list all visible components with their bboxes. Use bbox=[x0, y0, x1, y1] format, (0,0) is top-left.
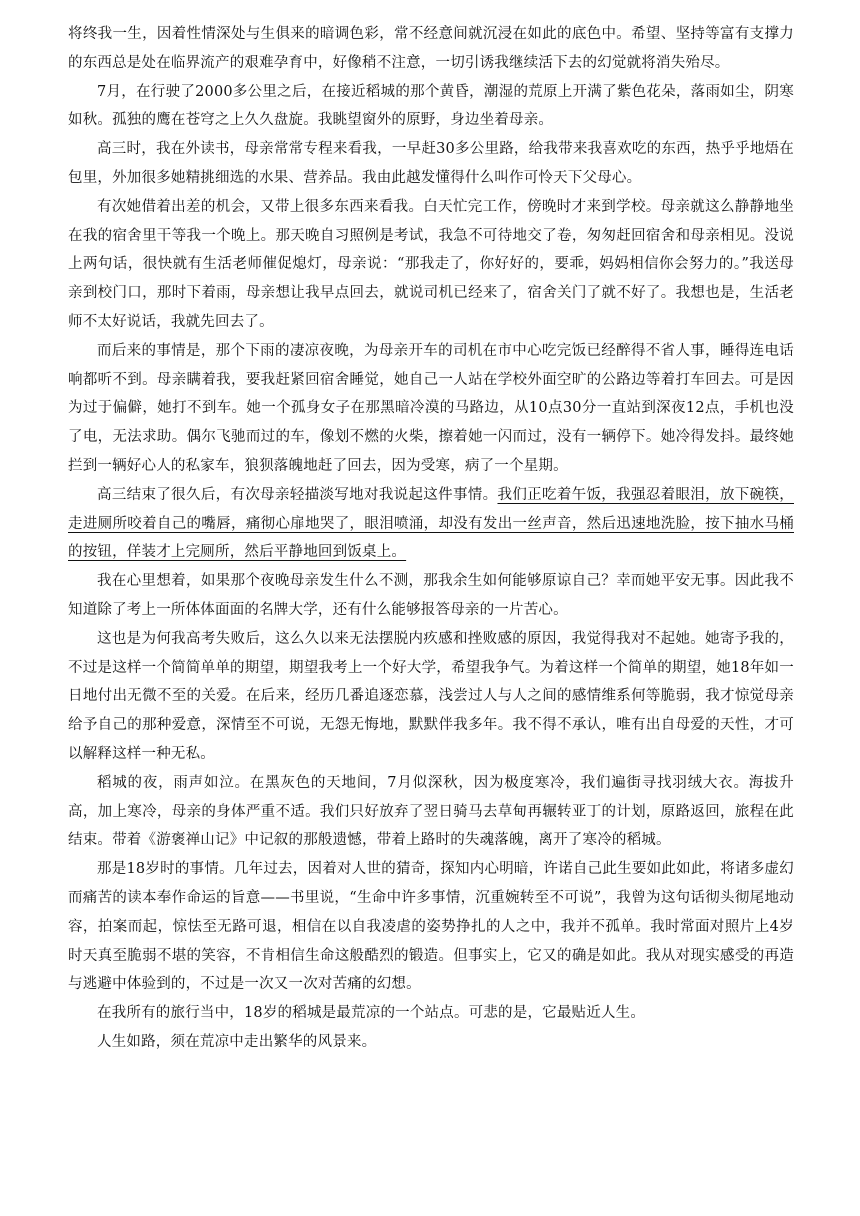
paragraph: 稻城的夜，雨声如泣。在黑灰色的天地间，7月似深秋，因为极度寒冷，我们遍街寻找羽绒大衣。海拔升高，加上寒冷，母亲的身体严重不适。我们只好放弃了翌日骑马去草甸再辗转亚丁的计划，原路返回，旅程在此结束。带着《游褒禅山记》中记叙的那般遗憾，带着上路时的失魂落魄，离开了寒冷的稻城。 bbox=[68, 774, 794, 849]
paragraph: 有次她借着出差的机会，又带上很多东西来看我。白天忙完工作，傍晚时才来到学校。母亲就这么静静地坐在我的宿舍里干等我一个晚上。那天晚自习照例是考试，我急不可待地交了卷，匆匆赶回宿舍和母亲相见。没说上两句话，很快就有生活老师催促熄灯，母亲说：“那我走了，你好好的，要乖，妈妈相信你会努力的。”我送母亲到校门口，那时下着雨，母亲想让我早点回去，就说司机已经来了，宿舍关门了就不好了。我想也是，生活老师不太好说话，我就先回去了。 bbox=[68, 198, 794, 330]
paragraph: 这也是为何我高考失败后，这么久以来无法摆脱内疚感和挫败感的原因，我觉得我对不起她。她寄予我的，不过是这样一个简简单单的期望，期望我考上一个好大学，希望我争气。为着这样一个简单的期望，她18年如一日地付出无微不至的关爱。在后来，经历几番追逐恋慕，浅尝过人与人之间的感情维系何等脆弱，我才惊觉母亲给予自己的那种爱意，深情至不可说，无怨无悔地，默默伴我多年。我不得不承认，唯有出自母爱的天性，才可以解释这样一种无私。 bbox=[68, 630, 794, 762]
paragraph-lead-text: 高三结束了很久后，有次母亲轻描淡写地对我说起这件事情。 bbox=[97, 486, 498, 503]
article-body bbox=[68, 20, 794, 1057]
paragraph: 那是18岁时的事情。几年过去，因着对人世的猜奇，探知内心明暗，许诺自己此生要如此如此，将诸多虚幻而痛苦的读本奉作命运的旨意——书里说，“生命中许多事情，沉重婉转至不可说”，我曾为这句话彻头彻尾地动容，拍案而起，惊怯至无路可退，相信在以自我凌虐的姿势挣扎的人之中，我并不孤单。我时常面对照片上4岁时天真至脆弱不堪的笑容，不肯相信生命这般酷烈的锻造。但事实上，它又的确是如此。我从对现实感受的再造与逃避中体验到的，不过是一次又一次对苦痛的幻想。 bbox=[68, 861, 794, 993]
paragraph: 7月，在行驶了2000多公里之后，在接近稻城的那个黄昏，潮湿的荒原上开满了紫色花朵，落雨如尘，阴寒如秋。孤独的鹰在苍穹之上久久盘旋。我眺望窗外的原野，身边坐着母亲。 bbox=[68, 83, 794, 129]
underlined-passage: 我们正吃着午饭，我强忍着眼泪，放下碗筷，走进厕所咬着自己的嘴唇，痛彻心扉地哭了，眼泪喷涌，却没有发出一丝声音，然后迅速地洗脸，按下抽水马桶的按钮，佯装才上完厕所，然后平静地回到饭桌上。 bbox=[68, 486, 794, 561]
paragraph: 将终我一生，因着性情深处与生俱来的暗调色彩，常不经意间就沉浸在如此的底色中。希望、坚持等富有支撑力的东西总是处在临界流产的艰难孕育中，好像稍不注意，一切引诱我继续活下去的幻觉就将消失殆尽。 bbox=[68, 26, 794, 71]
paragraph: 而后来的事情是，那个下雨的凄凉夜晚，为母亲开车的司机在市中心吃完饭已经醉得不省人事，睡得连电话响都听不到。母亲瞒着我，要我赶紧回宿舍睡觉，她自己一人站在学校外面空旷的公路边等着打车回去。可是因为过于偏僻，她打不到车。她一个孤身女子在那黑暗冷漠的马路边，从10点30分一直站到深夜12点，手机也没了电，无法求助。偶尔飞驰而过的车，像划不燃的火柴，擦着她一闪而过，没有一辆停下。她冷得发抖。最终她拦到一辆好心人的私家车，狼狈落魄地赶了回去，因为受寒，病了一个星期。 bbox=[68, 342, 794, 474]
paragraph: 在我所有的旅行当中，18岁的稻城是最荒凉的一个站点。可悲的是，它最贴近人生。 bbox=[97, 1005, 646, 1022]
paragraph: 人生如路，须在荒凉中走出繁华的风景来。 bbox=[97, 1033, 377, 1050]
paragraph: 我在心里想着，如果那个夜晚母亲发生什么不测，那我余生如何能够原谅自己？幸而她平安无事。因此我不知道除了考上一所体体面面的名牌大学，还有什么能够报答母亲的一片苦心。 bbox=[68, 573, 794, 618]
paragraph bbox=[68, 481, 794, 567]
paragraph: 高三时，我在外读书，母亲常常专程来看我，一早赶30多公里路，给我带来我喜欢吃的东西，热乎乎地焐在包里，外加很多她精挑细选的水果、营养品。我由此越发懂得什么叫作可怜天下父母心。 bbox=[68, 141, 794, 186]
